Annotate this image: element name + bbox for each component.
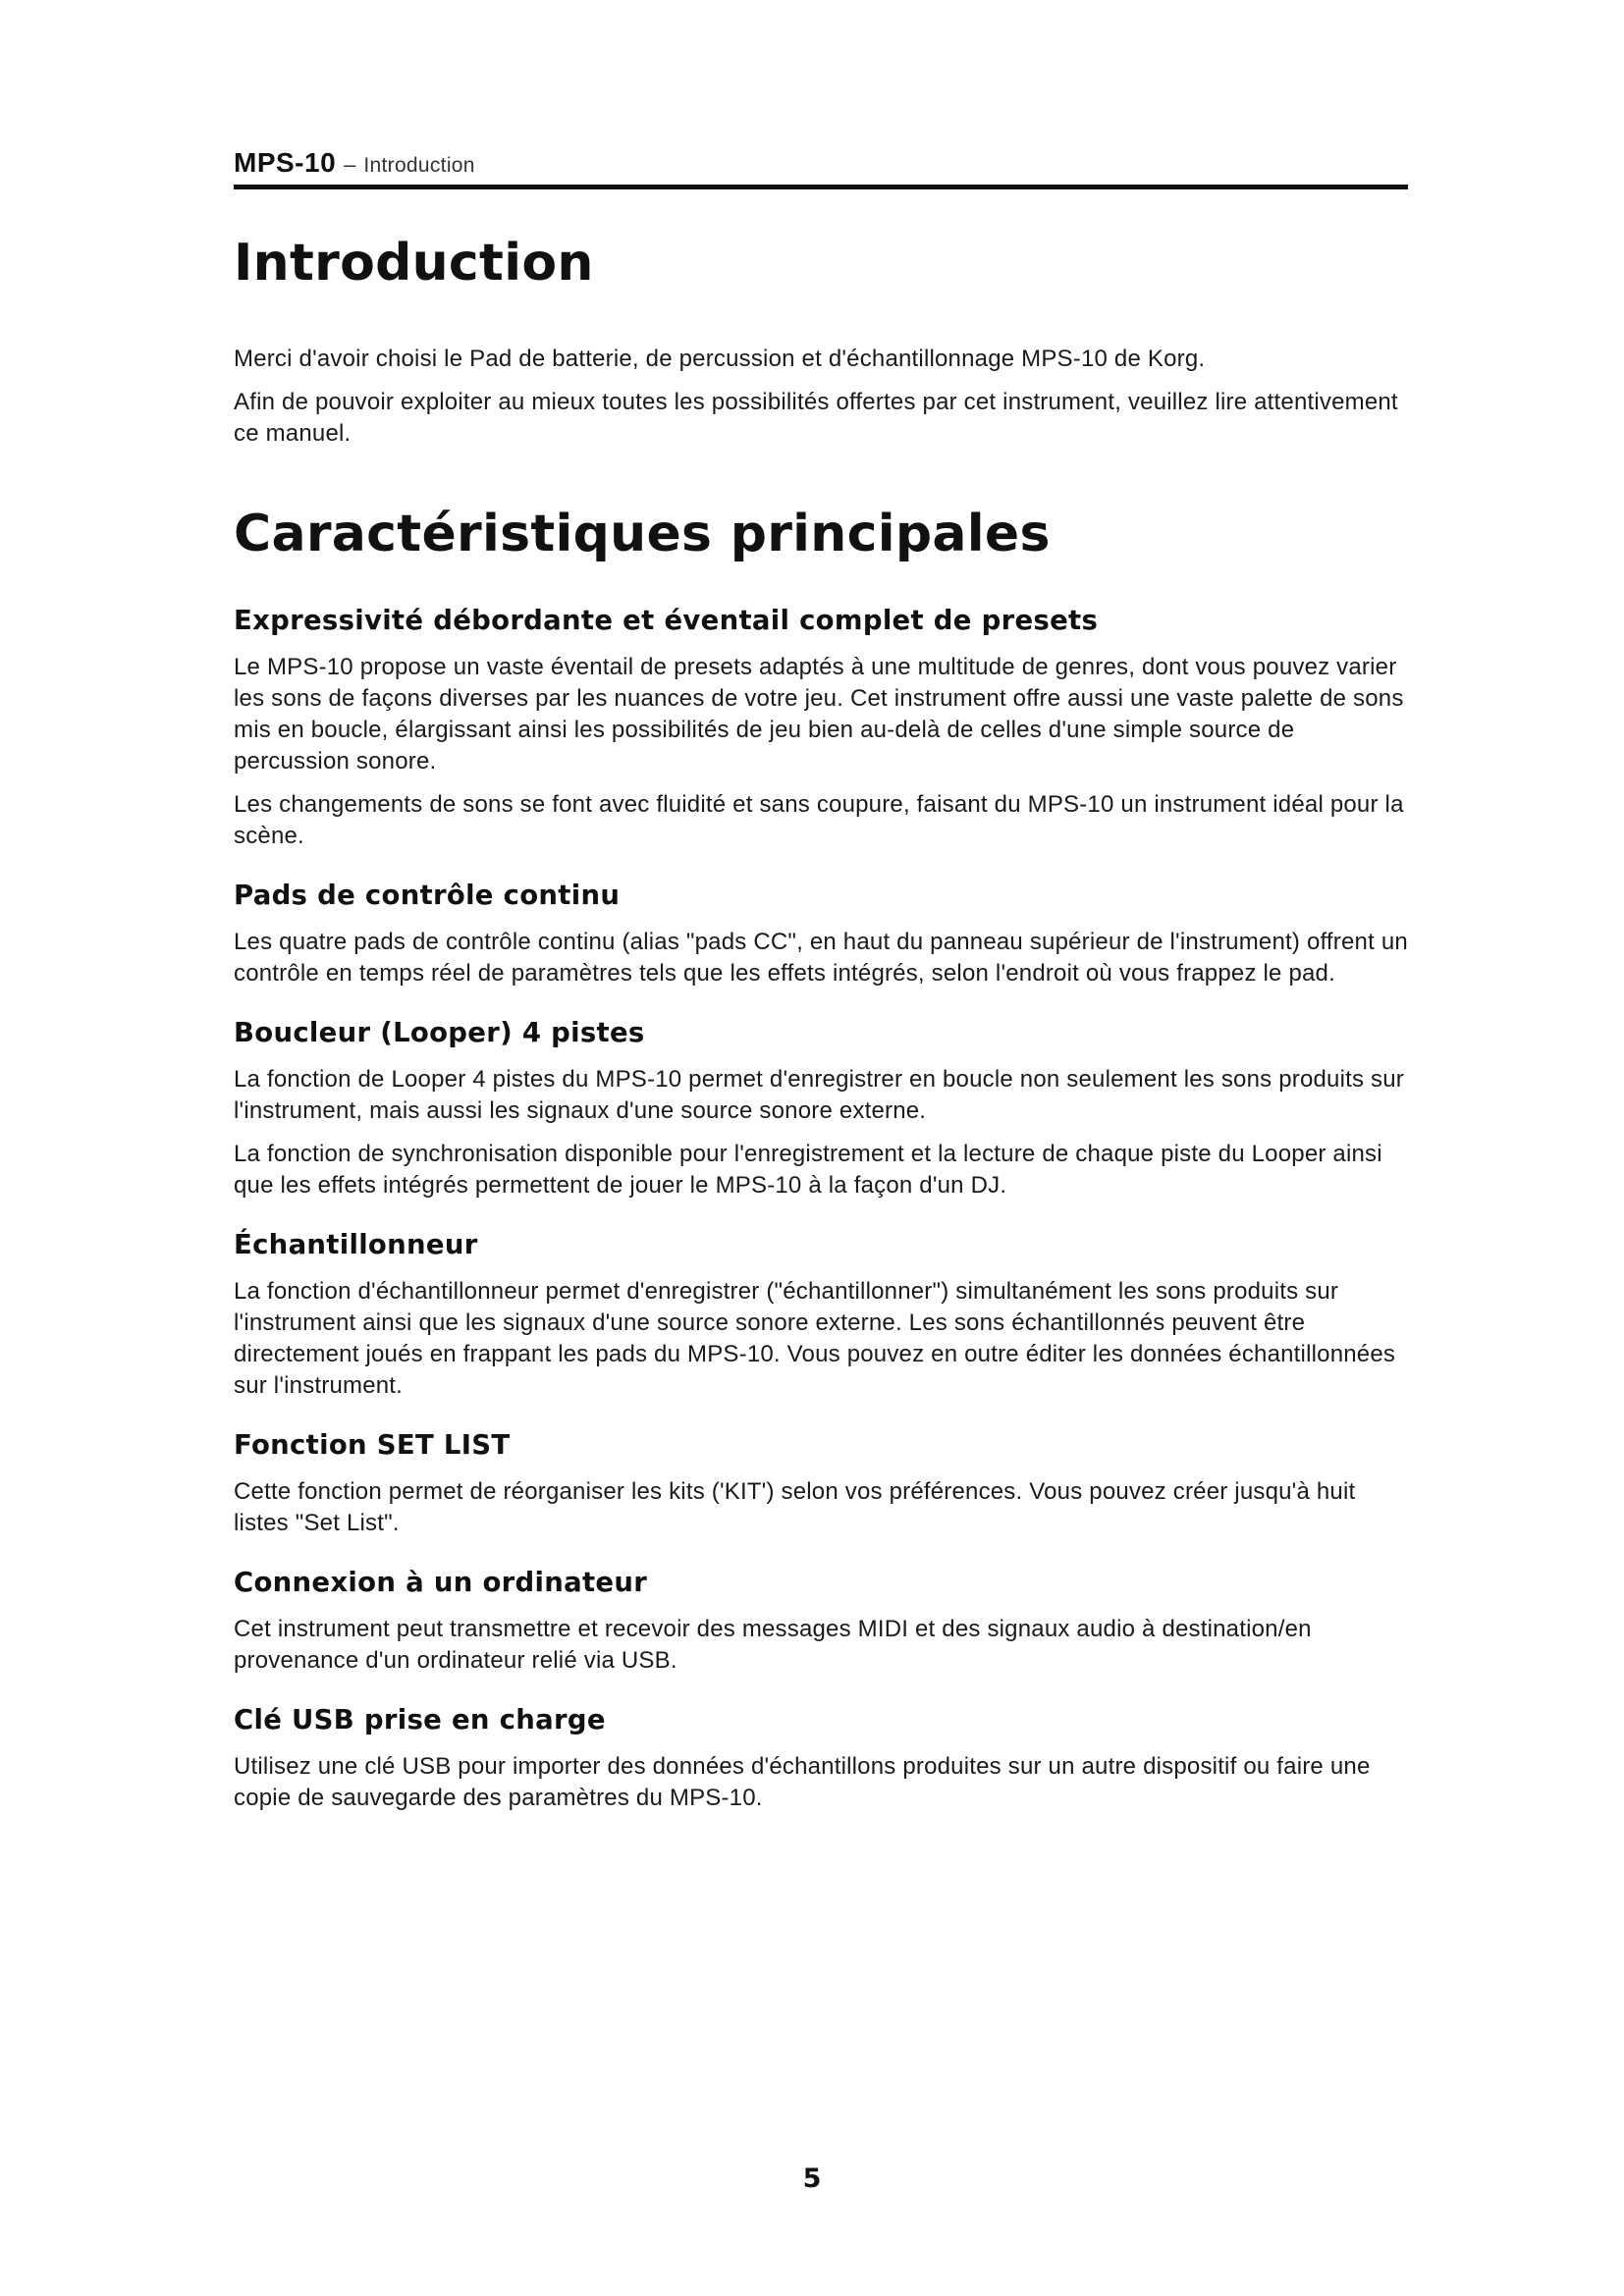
feature-paragraph: La fonction de Looper 4 pistes du MPS-10 permet d'enregistrer en boucle non seulement les sons produits sur l'instrument, mais aussi les signaux d'une source sonore externe. [234, 1066, 1404, 1124]
header-rule [234, 185, 1408, 189]
intro-paragraph-2: Afin de pouvoir exploiter au mieux toutes les possibilités offertes par cet instrument, veuillez lire attentivement ce manuel. [234, 389, 1398, 447]
feature-heading-expressivity: Expressivité débordante et éventail complet de presets [234, 605, 1099, 636]
feature-heading-set-list: Fonction SET LIST [234, 1429, 511, 1461]
feature-heading-cc-pads: Pads de contrôle continu [234, 880, 621, 911]
header-section-name: Introduction [363, 154, 475, 177]
feature-paragraph: Le MPS-10 propose un vaste éventail de presets adaptés à une multitude de genres, dont vous pouvez varier les sons de façons diverses par les nuances de votre jeu. Cet instrument offre aussi une vaste palette de sons mis en boucle, élargissant ainsi les possibilités de jeu bien au-delà de celles d'une simple source de percussion sonore. [234, 654, 1404, 774]
intro-paragraph-1: Merci d'avoir choisi le Pad de batterie, de percussion et d'échantillonnage MPS-10 de Korg. [234, 346, 1206, 372]
header-product-name: MPS-10 [234, 147, 337, 178]
feature-paragraph: Cet instrument peut transmettre et recevoir des messages MIDI et des signaux audio à destination/en provenance d'un ordinateur relié via USB. [234, 1616, 1312, 1674]
feature-paragraph: Les quatre pads de contrôle continu (alias "pads CC", en haut du panneau supérieur de l'instrument) offrent un contrôle en temps réel de paramètres tels que les effets intégrés, selon l'endroit où vous frappez le pad. [234, 929, 1408, 987]
feature-paragraph: La fonction d'échantillonneur permet d'enregistrer ("échantillonner") simultanément les sons produits sur l'instrument ainsi que les signaux d'une source sonore externe. Les sons échantillonnés peuvent être directement joués en frappant les pads du MPS-10. Vous pouvez en outre éditer les données échantillonnées sur l'instrument. [234, 1278, 1396, 1399]
feature-heading-usb: Clé USB prise en charge [234, 1704, 606, 1735]
feature-paragraph: La fonction de synchronisation disponible pour l'enregistrement et la lecture de chaque piste du Looper ainsi que les effets intégrés permettent de jouer le MPS-10 à la façon d'un DJ. [234, 1141, 1382, 1199]
running-header [234, 147, 1408, 187]
feature-paragraph: Cette fonction permet de réorganiser les kits ('KIT') selon vos préférences. Vous pouvez créer jusqu'à huit listes "Set List". [234, 1478, 1356, 1536]
feature-paragraph: Les changements de sons se font avec fluidité et sans coupure, faisant du MPS-10 un instrument idéal pour la scène. [234, 791, 1404, 849]
feature-paragraph: Utilisez une clé USB pour importer des données d'échantillons produites sur un autre dispositif ou faire une copie de sauvegarde des paramètres du MPS-10. [234, 1753, 1371, 1811]
page-number: 5 [802, 2163, 822, 2194]
header-separator: – [344, 152, 356, 177]
main-content [234, 234, 1408, 1826]
features-title: Caractéristiques principales [234, 505, 1051, 563]
feature-heading-looper: Boucleur (Looper) 4 pistes [234, 1017, 645, 1048]
feature-heading-computer: Connexion à un ordinateur [234, 1567, 648, 1598]
feature-heading-sampler: Échantillonneur [234, 1229, 478, 1260]
intro-title: Introduction [234, 234, 594, 293]
